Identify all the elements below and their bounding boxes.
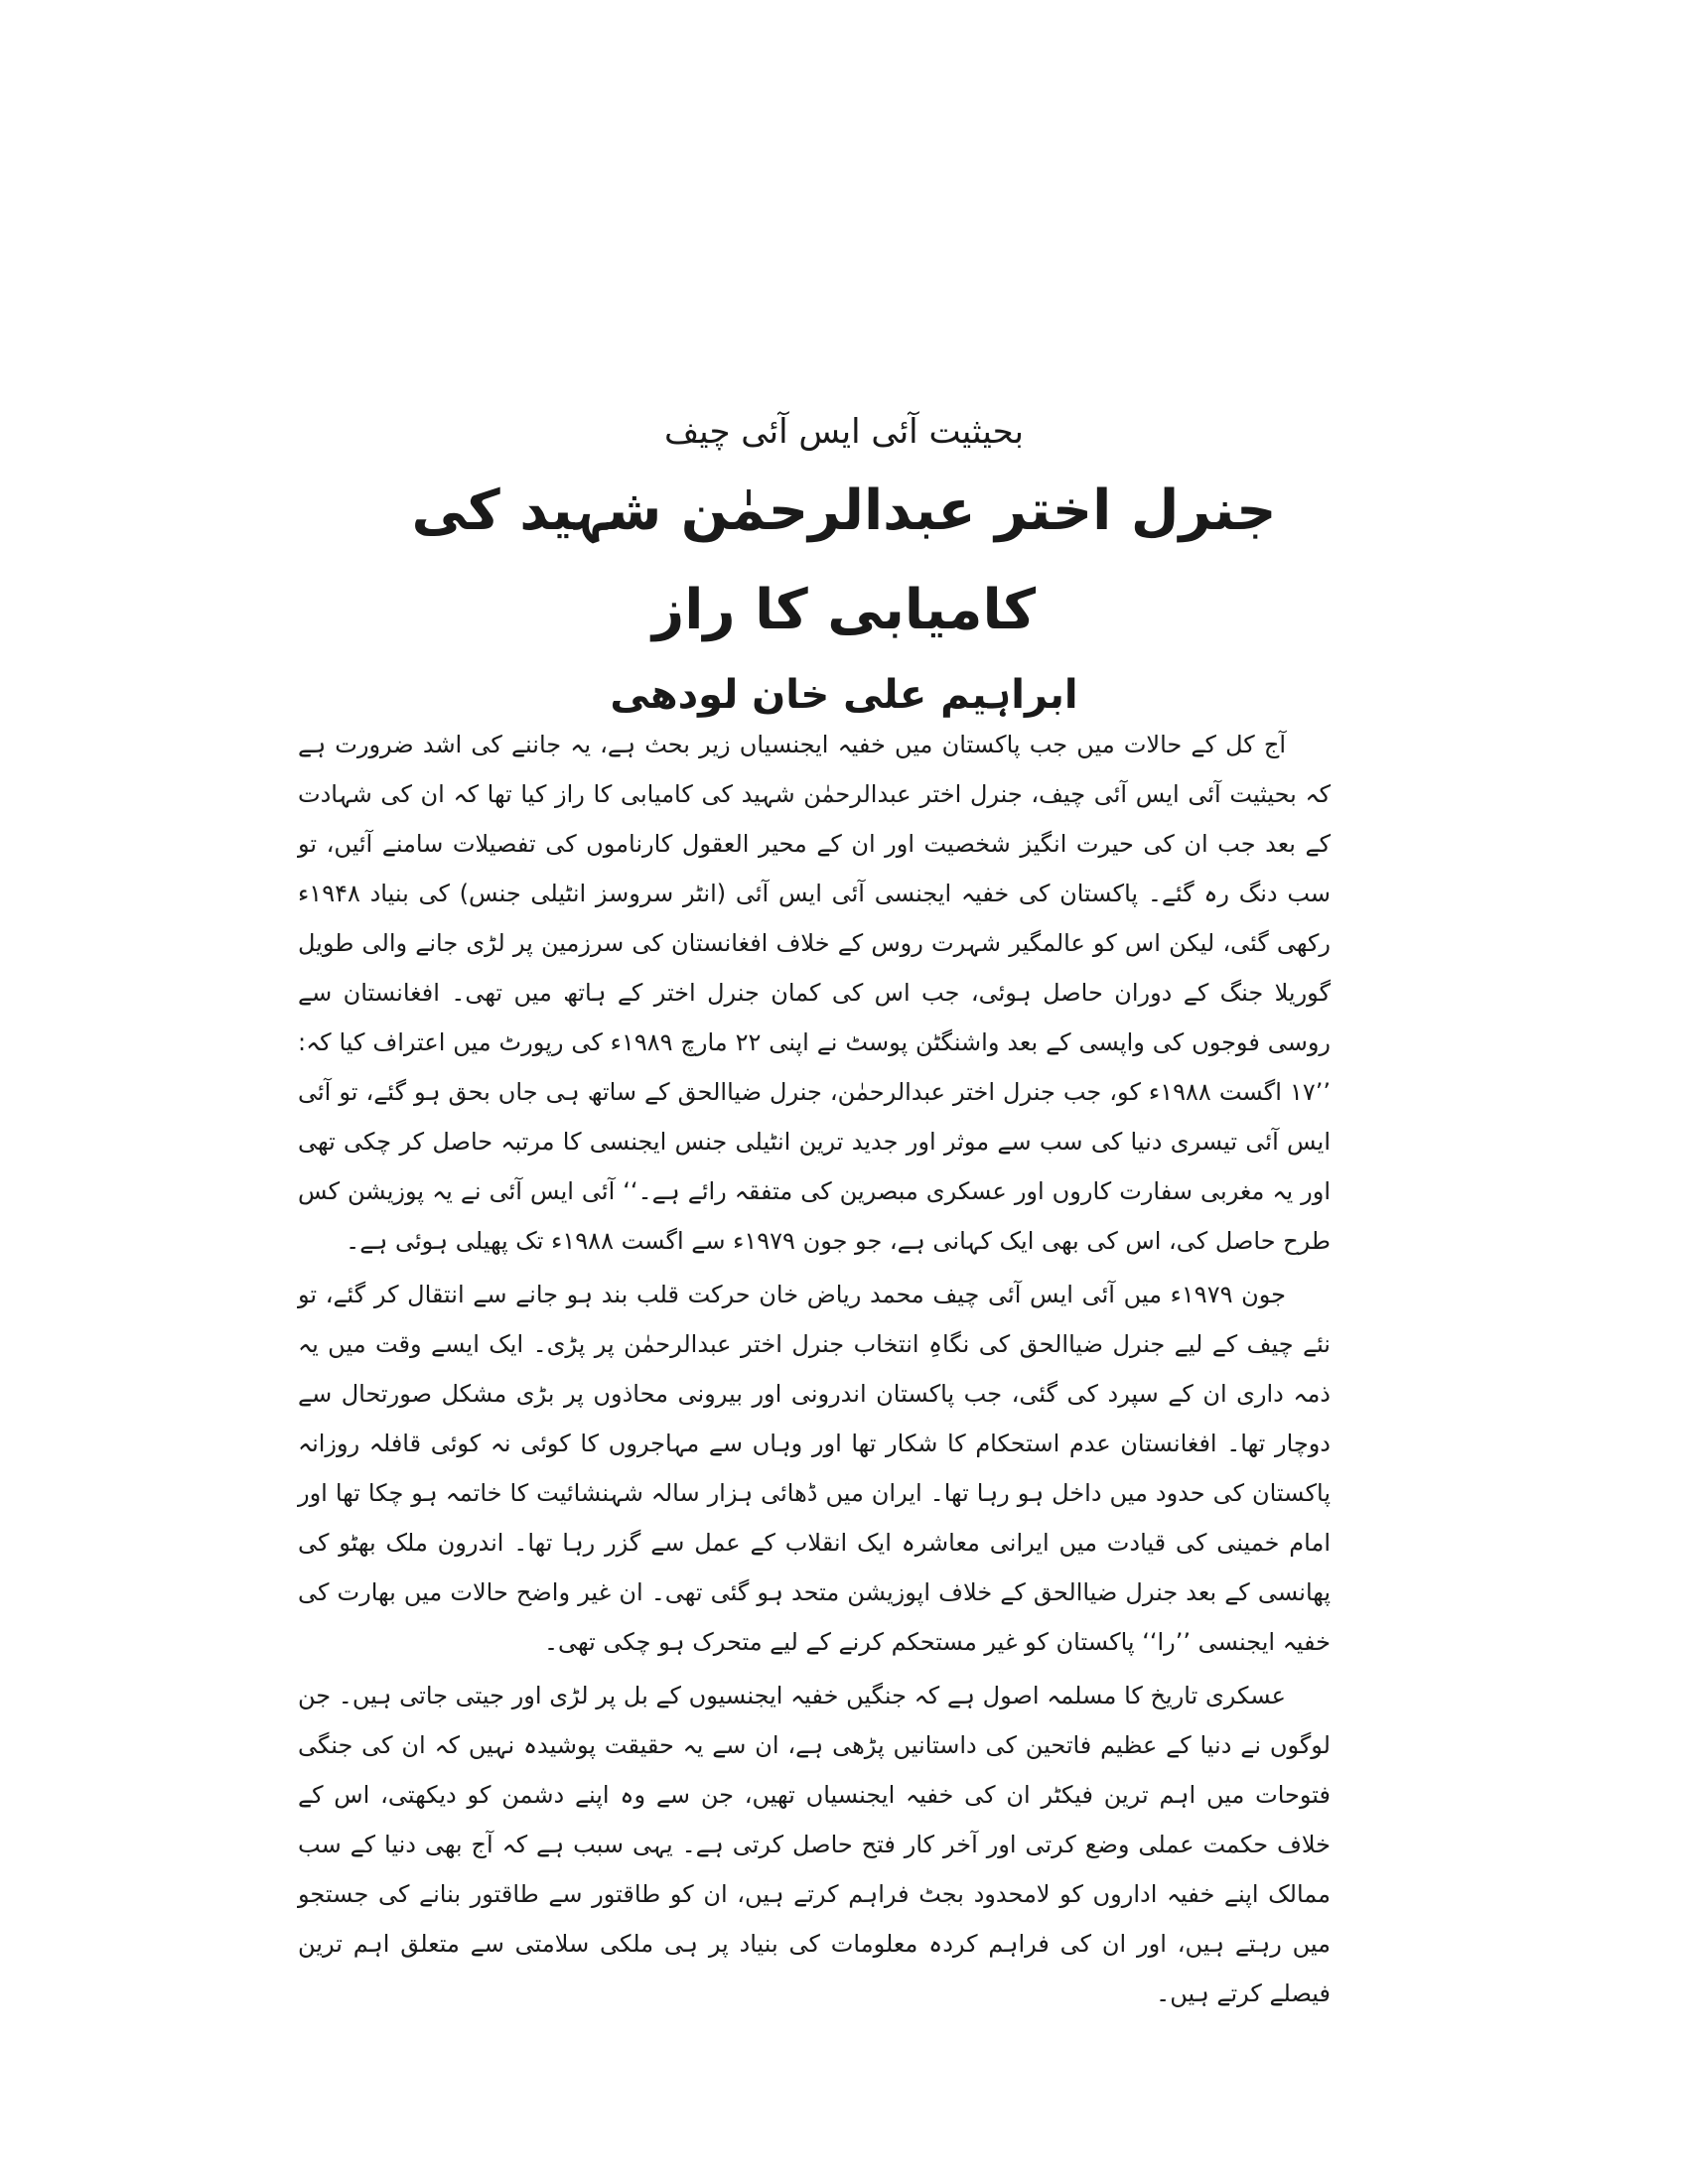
body-paragraph: جون ۱۹۷۹ء میں آئی ایس آئی چیف محمد ریاض خان حرکت قلب بند ہو جانے سے انتقال کر گئے، تو نئے چیف کے لیے جنرل ضیاالحق کی نگاہِ انتخاب جنرل اختر عبدالرحمٰن پر پڑی۔ ایک ایسے وقت میں یہ ذمہ داری ان کے سپرد کی گئی، جب پاکستان اندرونی اور بیرونی محاذوں پر بڑی مشکل صورتحال سے دوچار تھا۔ افغانستان عدم استحکام کا شکار تھا اور وہاں سے مہاجروں کا کوئی نہ کوئی قافلہ روزانہ پاکستان کی حدود میں داخل ہو رہا تھا۔ ایران میں ڈھائی ہزار سالہ شہنشائیت کا خاتمہ ہو چکا تھا اور امام خمینی کی قیادت میں ایرانی معاشرہ ایک انقلاب کے عمل سے گزر رہا تھا۔ اندرون ملک بھٹو کی پھانسی کے بعد جنرل ضیاالحق کے خلاف اپوزیشن متحد ہو گئی تھی۔ ان غیر واضح حالات میں بھارت کی خفیہ ایجنسی ’’را‘‘ پاکستان کو غیر مستحکم کرنے کے لیے متحرک ہو چکی تھی۔: [298, 1281, 1331, 1656]
article-title: جنرل اختر عبدالرحمٰن شہید کی کامیابی کا راز: [411, 478, 1277, 642]
article-author: ابراہیم علی خان لودھی: [610, 672, 1078, 718]
body-paragraph: عسکری تاریخ کا مسلمہ اصول ہے کہ جنگیں خفیہ ایجنسیوں کے بل پر لڑی اور جیتی جاتی ہیں۔ جن لوگوں نے دنیا کے عظیم فاتحین کی داستانیں پڑھی ہے، ان سے یہ حقیقت پوشیدہ نہیں کہ ان کی جنگی فتوحات میں اہم ترین فیکٹر ان کی خفیہ ایجنسیاں تھیں، جن سے وہ اپنے دشمن کو دیکھتی، اس کے خلاف حکمت عملی وضع کرتی اور آخر کار فتح حاصل کرتی ہے۔ یہی سبب ہے کہ آج بھی دنیا کے سب ممالک اپنے خفیہ اداروں کو لامحدود بجٹ فراہم کرتے ہیں، ان کو طاقتور سے طاقتور بنانے کی جستجو میں رہتے ہیں، اور ان کی فراہم کردہ معلومات کی بنیاد پر ہی ملکی سلامتی سے متعلق اہم ترین فیصلے کرتے ہیں۔: [298, 1682, 1331, 2007]
article-kicker: بحیثیت آئی ایس آئی چیف: [663, 412, 1025, 452]
article-header: [298, 402, 1390, 730]
article-body: [298, 720, 1331, 2022]
body-paragraph: آج کل کے حالات میں جب پاکستان میں خفیہ ایجنسیاں زیر بحث ہے، یہ جاننے کی اشد ضرورت ہے کہ بحیثیت آئی ایس آئی چیف، جنرل اختر عبدالرحمٰن شہید کی کامیابی کا راز کیا تھا کہ ان کی شہادت کے بعد جب ان کی حیرت انگیز شخصیت اور ان کے محیر العقول کارناموں کی تفصیلات سامنے آئیں، تو سب دنگ رہ گئے۔ پاکستان کی خفیہ ایجنسی آئی ایس آئی (انٹر سروسز انٹیلی جنس) کی بنیاد ۱۹۴۸ء رکھی گئی، لیکن اس کو عالمگیر شہرت روس کے خلاف افغانستان کی سرزمین پر لڑی جانے والی طویل گوریلا جنگ کے دوران حاصل ہوئی، جب اس کی کمان جنرل اختر کے ہاتھ میں تھی۔ افغانستان سے روسی فوجوں کی واپسی کے بعد واشنگٹن پوسٹ نے اپنی ۲۲ مارچ ۱۹۸۹ء کی رپورٹ میں اعتراف کیا کہ: ’’۱۷ اگست ۱۹۸۸ء کو، جب جنرل اختر عبدالرحمٰن، جنرل ضیاالحق کے ساتھ ہی جاں بحق ہو گئے، تو آئی ایس آئی تیسری دنیا کی سب سے موثر اور جدید ترین انٹیلی جنس ایجنسی کا مرتبہ حاصل کر چکی تھی اور یہ مغربی سفارت کاروں اور عسکری مبصرین کی متفقہ رائے ہے۔‘‘ آئی ایس آئی نے یہ پوزیشن کس طرح حاصل کی، اس کی بھی ایک کہانی ہے، جو جون ۱۹۷۹ء سے اگست ۱۹۸۸ء تک پھیلی ہوئی ہے۔: [298, 731, 1331, 1255]
